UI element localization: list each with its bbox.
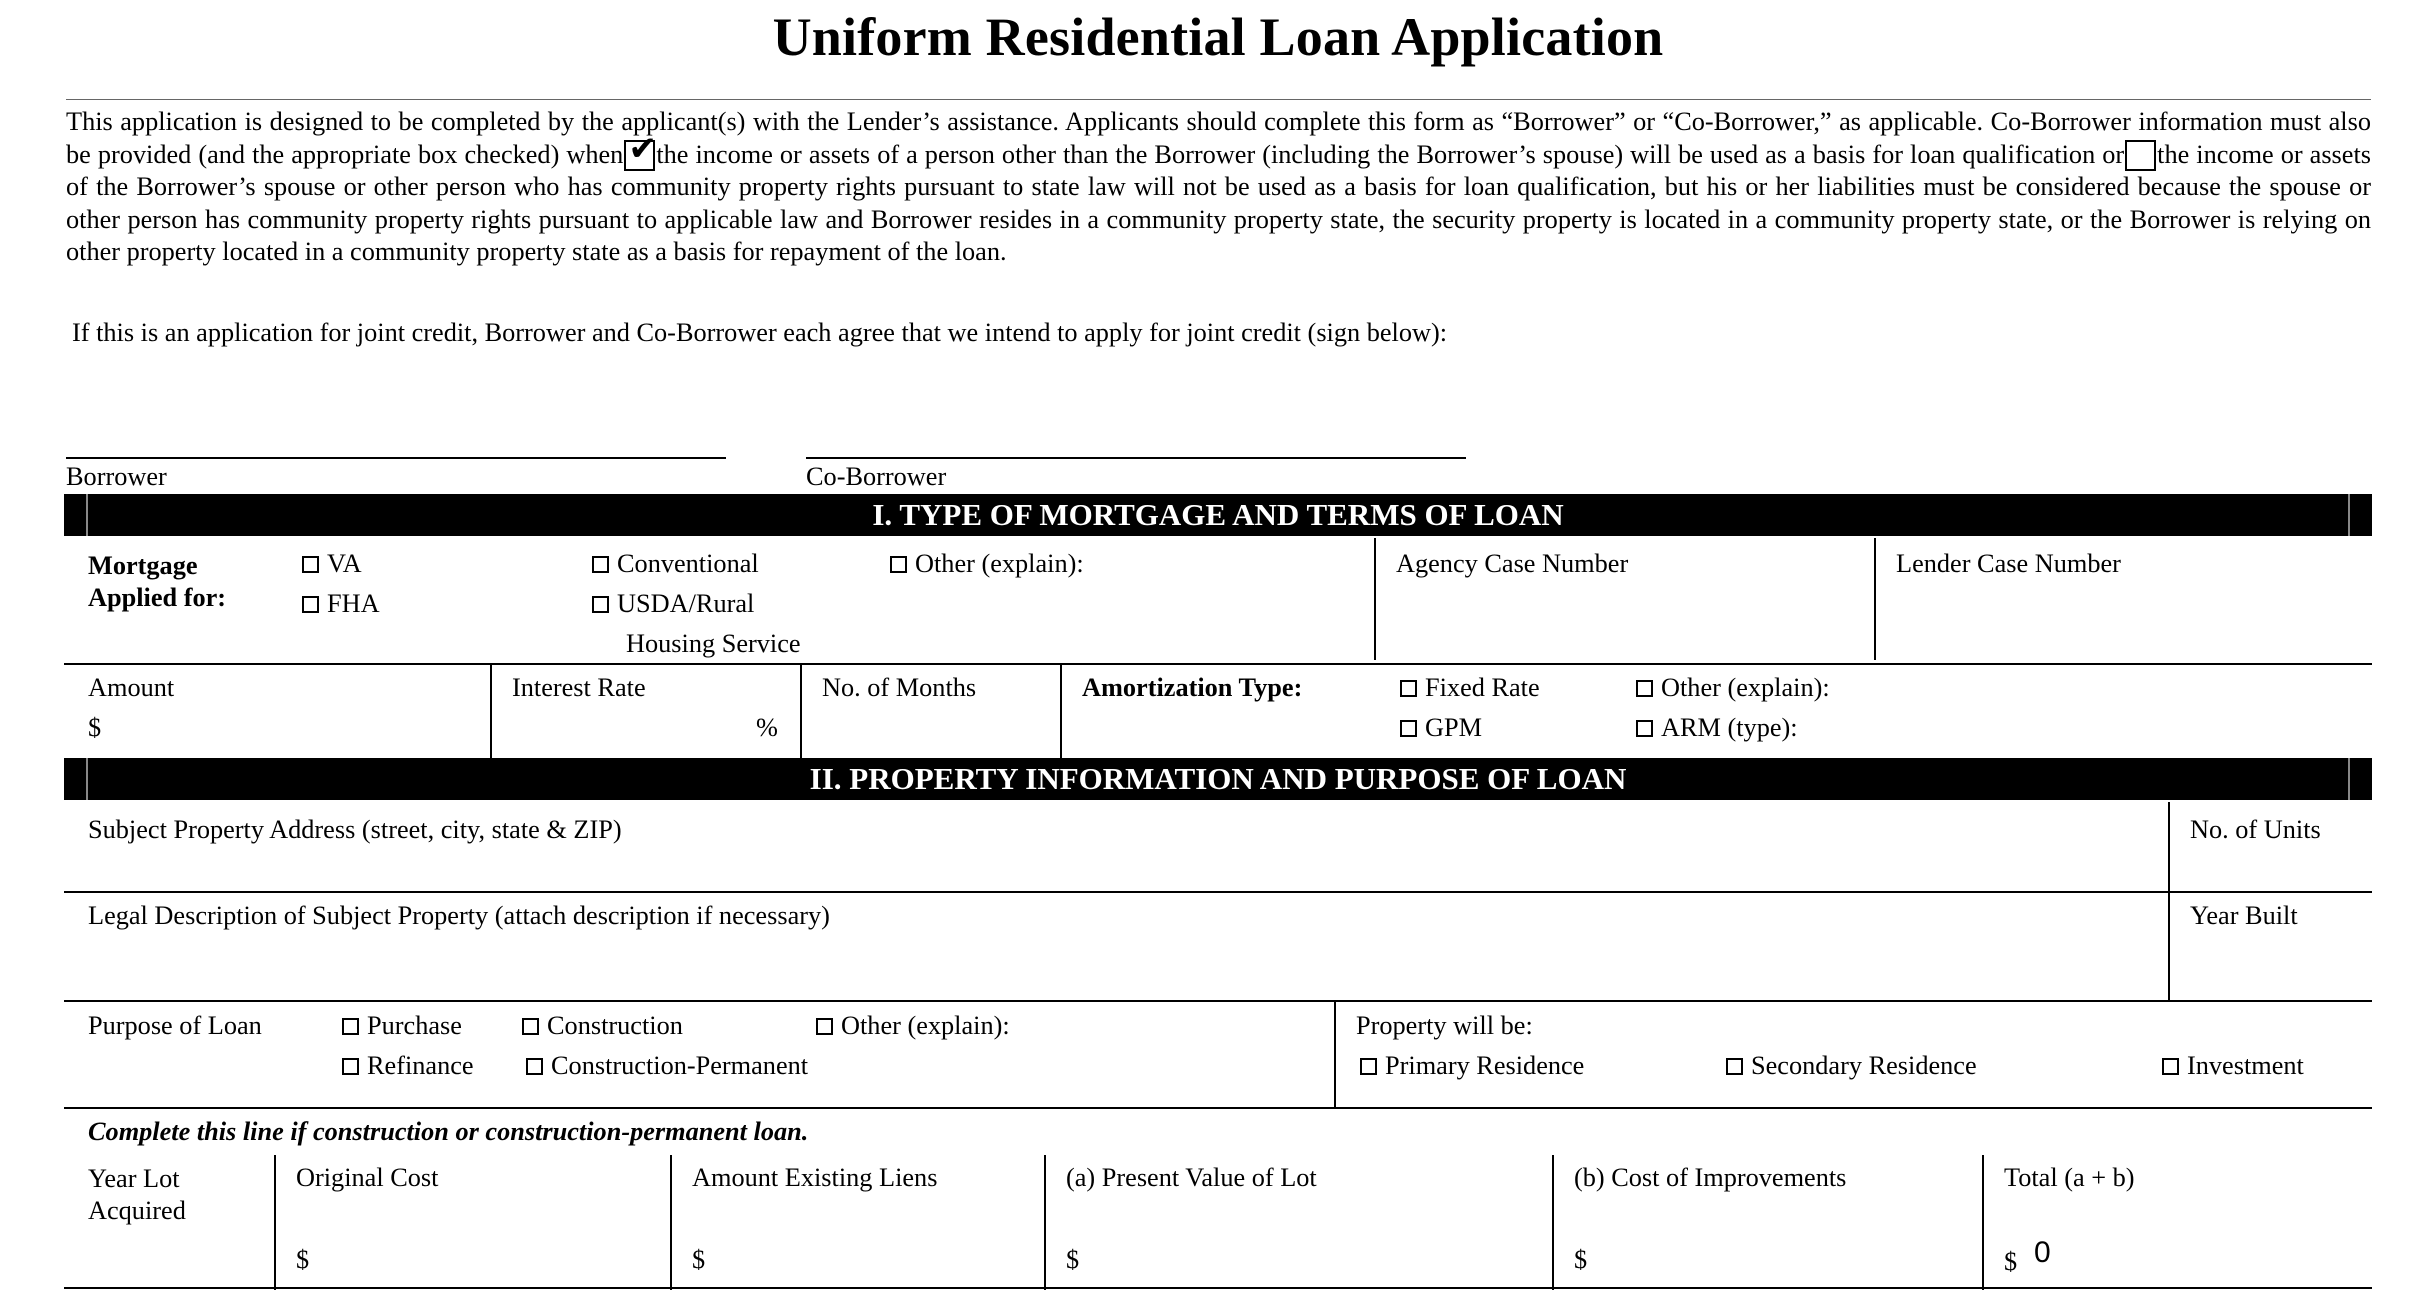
interest-percent-sign: % xyxy=(756,713,778,742)
co-borrower-signature-line[interactable] xyxy=(806,457,1466,459)
mortgage-label-line1: Mortgage xyxy=(88,551,198,580)
amount-label: Amount xyxy=(88,673,175,702)
option-amortization-other[interactable] xyxy=(1636,673,1830,703)
option-va[interactable] xyxy=(302,549,362,579)
other-mortgage-checkbox[interactable] xyxy=(890,556,907,573)
property-will-be-label: Property will be: xyxy=(1356,1011,1533,1040)
divider xyxy=(490,664,492,760)
form-title: Uniform Residential Loan Application xyxy=(772,7,1664,67)
borrower-signature-label: Borrower xyxy=(66,462,167,491)
section-1-header xyxy=(64,494,2372,536)
year-lot-line1: Year Lot xyxy=(88,1164,180,1193)
number-of-months-label: No. of Months xyxy=(822,673,977,702)
fha-checkbox[interactable] xyxy=(302,596,319,613)
divider xyxy=(800,664,802,760)
va-checkbox[interactable] xyxy=(302,556,319,573)
intro-text-3: the income or assets of the Borrower’s spouse or other person who has community property rights pursuant to state law will not be used as a basis for loan qualification, but his or her liabilities must be considered because the spouse or other person has community property rights pursuant to applicable law and Borrower resides in a community property state, the security property is located in a community property state, or the Borrower is relying on other property located in a community property state as a basis for repayment of the loan. xyxy=(66,139,2371,266)
existing-liens-dollar: $ xyxy=(692,1245,706,1274)
investment-label: Investment xyxy=(2187,1051,2304,1080)
co-borrower-signature-label: Co-Borrower xyxy=(806,462,947,491)
intro-text-1: This application is designed to be completed by the applicant(s) with the Lender’s assistance. Applicants should complete this form as “Borrower” or “Co-Borrower,” as applicable. Co-Borrower information must also be provided (and the appropriate box checked) when xyxy=(66,107,2371,169)
section-2-header-text: II. PROPERTY INFORMATION AND PURPOSE OF LOAN xyxy=(809,761,1627,796)
divider xyxy=(1982,1155,1984,1290)
primary-residence-checkbox[interactable] xyxy=(1360,1058,1377,1075)
amortization-other-label: Other (explain): xyxy=(1661,673,1830,702)
secondary-residence-checkbox[interactable] xyxy=(1726,1058,1743,1075)
mortgage-label-line2: Applied for: xyxy=(88,583,227,612)
usda-label-line2: Housing Service xyxy=(626,629,801,658)
amortization-other-checkbox[interactable] xyxy=(1636,680,1653,697)
fixed-rate-label: Fixed Rate xyxy=(1425,673,1540,702)
option-primary-residence[interactable] xyxy=(1360,1051,1584,1081)
divider xyxy=(1334,1001,1336,1107)
arm-label: ARM (type): xyxy=(1661,713,1798,742)
present-value-dollar: $ xyxy=(1066,1245,1080,1274)
purpose-other-checkbox[interactable] xyxy=(816,1018,833,1035)
co-borrower-income-checkbox[interactable] xyxy=(624,140,655,171)
divider xyxy=(2168,802,2170,1000)
intro-paragraph xyxy=(66,106,2371,269)
option-construction-permanent[interactable] xyxy=(526,1051,808,1081)
construction-checkbox[interactable] xyxy=(522,1018,539,1035)
existing-liens-label: Amount Existing Liens xyxy=(692,1163,938,1192)
divider xyxy=(1874,538,1876,660)
number-of-units-label: No. of Units xyxy=(2190,815,2321,844)
row-divider xyxy=(64,1107,2372,1109)
option-fixed-rate[interactable] xyxy=(1400,673,1540,703)
option-arm[interactable] xyxy=(1636,713,1798,743)
mortgage-applied-label xyxy=(88,550,226,614)
usda-checkbox[interactable] xyxy=(592,596,609,613)
option-secondary-residence[interactable] xyxy=(1726,1051,1977,1081)
other-mortgage-label: Other (explain): xyxy=(915,549,1084,578)
section-1-header-text: I. TYPE OF MORTGAGE AND TERMS OF LOAN xyxy=(872,497,1564,532)
row-divider xyxy=(64,1000,2372,1002)
gpm-checkbox[interactable] xyxy=(1400,720,1417,737)
option-gpm[interactable] xyxy=(1400,713,1482,743)
row-divider xyxy=(64,1287,2372,1289)
total-dollar: $ xyxy=(2004,1247,2018,1276)
option-conventional[interactable] xyxy=(592,549,759,579)
divider xyxy=(1060,664,1062,760)
option-construction[interactable] xyxy=(522,1011,683,1041)
lender-case-number-label: Lender Case Number xyxy=(1896,549,2121,578)
row-divider xyxy=(64,663,2372,665)
title-divider xyxy=(66,99,2371,100)
purpose-other-label: Other (explain): xyxy=(841,1011,1010,1040)
refinance-label: Refinance xyxy=(367,1051,474,1080)
arm-checkbox[interactable] xyxy=(1636,720,1653,737)
community-property-checkbox[interactable] xyxy=(2125,140,2156,171)
cost-improvements-label: (b) Cost of Improvements xyxy=(1574,1163,1847,1192)
gpm-label: GPM xyxy=(1425,713,1482,742)
divider xyxy=(274,1155,276,1290)
va-label: VA xyxy=(327,549,362,578)
divider xyxy=(1044,1155,1046,1290)
option-purpose-other[interactable] xyxy=(816,1011,1010,1041)
construction-permanent-label: Construction-Permanent xyxy=(551,1051,809,1080)
interest-rate-label: Interest Rate xyxy=(512,673,646,702)
conventional-label: Conventional xyxy=(617,549,759,578)
divider xyxy=(1552,1155,1554,1290)
row-divider xyxy=(64,891,2372,893)
option-fha[interactable] xyxy=(302,589,380,619)
year-built-label: Year Built xyxy=(2190,901,2298,930)
cost-improvements-dollar: $ xyxy=(1574,1245,1588,1274)
borrower-signature-line[interactable] xyxy=(66,457,726,459)
option-other-mortgage[interactable] xyxy=(890,549,1084,579)
subject-property-address-label: Subject Property Address (street, city, state & ZIP) xyxy=(88,815,622,844)
refinance-checkbox[interactable] xyxy=(342,1058,359,1075)
investment-checkbox[interactable] xyxy=(2162,1058,2179,1075)
construction-label: Construction xyxy=(547,1011,683,1040)
option-usda[interactable] xyxy=(592,589,754,619)
purchase-label: Purchase xyxy=(367,1011,462,1040)
fixed-rate-checkbox[interactable] xyxy=(1400,680,1417,697)
divider xyxy=(670,1155,672,1290)
total-label: Total (a + b) xyxy=(2004,1163,2135,1192)
joint-credit-statement: If this is an application for joint credit, Borrower and Co-Borrower each agree that we intend to apply for joint credit (sign below): xyxy=(72,318,1448,347)
year-lot-acquired-label xyxy=(88,1163,186,1227)
year-lot-line2: Acquired xyxy=(88,1196,186,1225)
option-investment[interactable] xyxy=(2162,1051,2304,1081)
fha-label: FHA xyxy=(327,589,380,618)
amortization-type-label: Amortization Type: xyxy=(1082,673,1303,702)
usda-label: USDA/Rural xyxy=(617,589,755,618)
agency-case-number-label: Agency Case Number xyxy=(1396,549,1629,578)
original-cost-dollar: $ xyxy=(296,1245,310,1274)
present-value-lot-label: (a) Present Value of Lot xyxy=(1066,1163,1317,1192)
legal-description-label: Legal Description of Subject Property (attach description if necessary) xyxy=(88,901,830,930)
construction-note: Complete this line if construction or construction-permanent loan. xyxy=(88,1117,809,1146)
total-value-field[interactable]: 0 xyxy=(2034,1236,2051,1269)
divider xyxy=(1374,538,1376,660)
primary-residence-label: Primary Residence xyxy=(1385,1051,1585,1080)
amount-dollar-sign: $ xyxy=(88,713,102,742)
option-purchase[interactable] xyxy=(342,1011,462,1041)
secondary-residence-label: Secondary Residence xyxy=(1751,1051,1977,1080)
section-2-header xyxy=(64,758,2372,800)
construction-permanent-checkbox[interactable] xyxy=(526,1058,543,1075)
option-refinance[interactable] xyxy=(342,1051,474,1081)
intro-text-2: the income or assets of a person other than the Borrower (including the Borrower’s spouse) will be used as a basis for loan qualification or xyxy=(656,139,2125,169)
original-cost-label: Original Cost xyxy=(296,1163,439,1192)
conventional-checkbox[interactable] xyxy=(592,556,609,573)
purchase-checkbox[interactable] xyxy=(342,1018,359,1035)
purpose-of-loan-label: Purpose of Loan xyxy=(88,1011,262,1040)
